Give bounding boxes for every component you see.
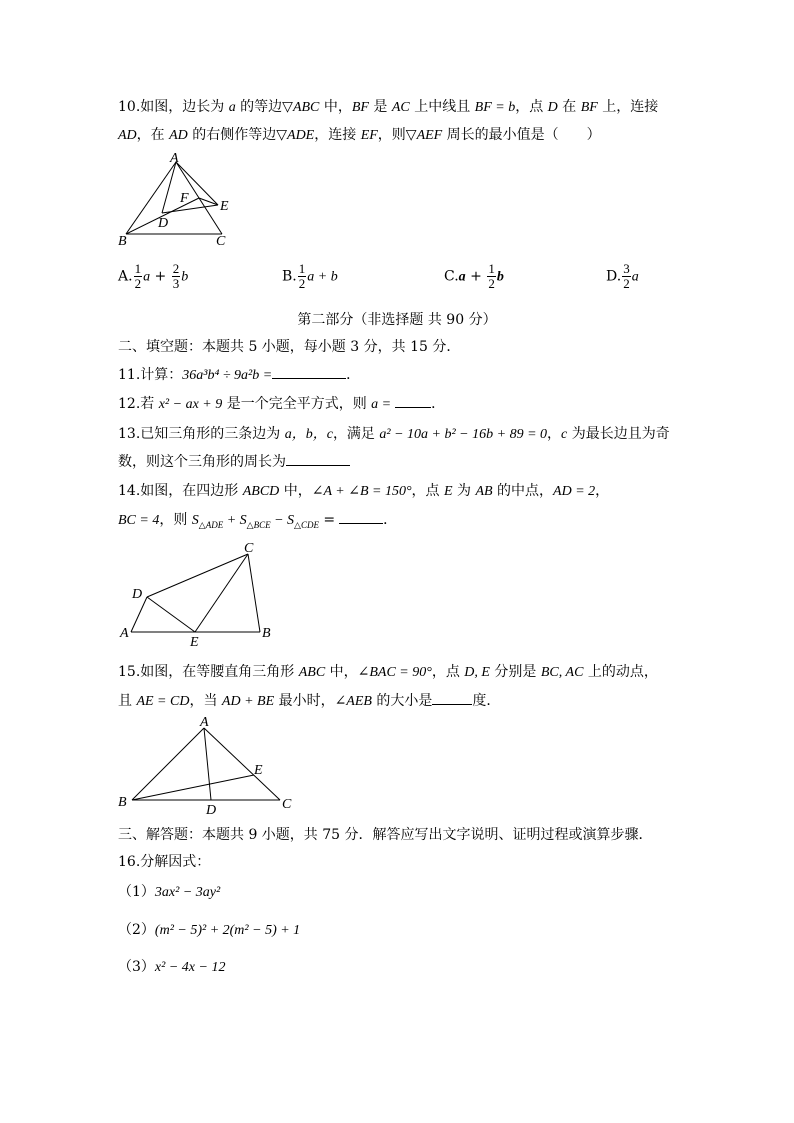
q10-text: 的右侧作等边▽	[187, 127, 288, 143]
fraction	[298, 262, 307, 291]
q15-text: 度．	[472, 693, 501, 709]
q13-answer-blank[interactable]	[286, 453, 350, 466]
q15-expr: AD + BE	[221, 694, 275, 709]
var: + b	[314, 269, 338, 285]
q10-line2	[118, 126, 601, 145]
fraction	[622, 262, 631, 291]
q10-var: AD	[118, 128, 137, 143]
q11-expr: 36a³b⁴ ÷ 9a²b =	[182, 368, 273, 383]
q15-text: 分别是	[489, 664, 541, 680]
denominator: 2	[134, 276, 142, 291]
q15-seg-ba	[132, 728, 204, 800]
q14-line2	[118, 511, 397, 534]
q15-text: 最小时，	[274, 693, 335, 709]
q10-text: 在	[557, 99, 581, 115]
q16-part2	[118, 921, 300, 940]
var: b	[181, 269, 189, 285]
q15-expr: ∠AEB	[334, 694, 372, 709]
q10-text: ，在	[136, 127, 170, 143]
q14-label-a: A	[120, 626, 129, 641]
q10-text: ，则▽	[377, 127, 417, 143]
q16-expr: 3ax² − 3ay²	[154, 885, 221, 900]
option-label: C.	[444, 268, 459, 285]
numerator: 1	[488, 261, 495, 276]
q13-line1	[118, 425, 670, 444]
q15-line2	[118, 692, 500, 711]
q10-label-d: D	[158, 216, 169, 231]
q13-expr: a² − 10a + b² − 16b + 89 = 0	[379, 427, 548, 442]
q10-option-b[interactable]	[282, 262, 338, 291]
q14-seg-cb	[248, 554, 260, 632]
denominator: 2	[298, 276, 306, 291]
q14-seg-de	[147, 597, 195, 632]
q10-seg-ab	[126, 162, 176, 234]
q14-text: ．	[383, 512, 398, 528]
op: +	[465, 268, 487, 285]
var: a	[631, 269, 639, 285]
fraction	[172, 262, 181, 291]
q15-text: ，当	[189, 693, 222, 709]
q13-text: ，满足	[332, 426, 380, 442]
q13-line2	[118, 453, 350, 471]
q14-var: ABCD	[242, 484, 280, 499]
q14-expr: BC = 4	[118, 513, 160, 528]
q15-answer-blank[interactable]	[432, 692, 472, 705]
q10-text: 的等边▽	[235, 99, 293, 115]
q15-text: 15.如图，在等腰直角三角形	[118, 664, 299, 680]
q14-s: + S	[223, 513, 247, 528]
q14-answer-blank[interactable]	[339, 511, 383, 524]
q10-var: AC	[391, 100, 410, 115]
q14-s: S	[191, 513, 199, 528]
q14-var: AB	[475, 484, 493, 499]
q10-var: BF	[351, 100, 369, 115]
q13-text: 13.已知三角形的三条边为	[118, 426, 285, 442]
q16-part-label: （2）	[118, 922, 155, 938]
q10-var: ADE	[287, 128, 315, 143]
q15-label-e: E	[254, 763, 263, 778]
q15-text: 中，	[325, 664, 358, 680]
q13-var: c	[561, 427, 568, 442]
q14-s: − S	[270, 513, 295, 528]
q14-seg-ad	[131, 597, 147, 632]
q16-part-label: （1）	[118, 884, 155, 900]
option-label: A.	[118, 268, 133, 285]
q16-part1	[118, 883, 220, 902]
q10-text: 10.如图，边长为	[118, 99, 229, 115]
q14-text: ，点	[411, 483, 444, 499]
q14-text: ，	[595, 483, 610, 499]
numerator: 3	[623, 261, 630, 276]
q10-text: 上中线且	[409, 99, 475, 115]
var: b	[496, 269, 504, 285]
q15-text: 的大小是	[371, 693, 433, 709]
option-label: D.	[606, 268, 622, 285]
q14-line1	[118, 482, 609, 501]
q14-sub: △CDE	[294, 519, 319, 530]
q14-sub: △BCE	[246, 519, 271, 530]
q14-label-c: C	[244, 541, 254, 556]
q16-part-label: （3）	[118, 959, 155, 975]
q12-var: a =	[371, 397, 392, 412]
q14-text: 为	[452, 483, 476, 499]
q14-text: 的中点，	[492, 483, 554, 499]
q11-text: ．	[346, 367, 361, 383]
q15-label-a: A	[200, 715, 209, 730]
q13-text: 为最长边且为奇	[567, 426, 670, 442]
option-label: B.	[282, 268, 297, 285]
q14-eq: =	[318, 512, 336, 528]
q10-option-d[interactable]	[606, 262, 639, 291]
var: a	[307, 269, 315, 285]
q10-var: AEF	[416, 128, 443, 143]
q10-label-e: E	[220, 199, 229, 214]
var: a	[458, 269, 466, 285]
q10-line1	[118, 98, 658, 117]
q13-text: 数，则这个三角形的周长为	[118, 454, 286, 470]
q14-expr: ∠A + ∠B = 150°	[311, 484, 412, 499]
q10-label-c: C	[216, 234, 226, 249]
q15-figure	[114, 712, 300, 814]
q11-text: 11.计算：	[118, 367, 183, 383]
q13-vars: a，b，c	[284, 427, 333, 442]
q15-label-c: C	[282, 797, 292, 812]
q11	[118, 366, 360, 385]
q14-text: ，则	[159, 512, 192, 528]
q14-expr: AD = 2	[553, 484, 596, 499]
q14-var: E	[444, 484, 453, 499]
denominator: 2	[623, 276, 630, 291]
q10-label-b: B	[118, 234, 127, 249]
q15-expr: AE = CD	[136, 694, 190, 709]
q15-line1	[118, 663, 658, 682]
op: +	[150, 268, 171, 285]
q10-var: BF	[580, 100, 598, 115]
q15-seg-be	[132, 775, 254, 800]
q15-label-b: B	[118, 795, 127, 810]
numerator: 2	[172, 261, 180, 276]
q16-part3	[118, 958, 225, 977]
q11-answer-blank[interactable]	[272, 366, 346, 379]
q10-var: D	[547, 100, 558, 115]
q15-seg-ac	[204, 728, 280, 800]
q12-answer-blank[interactable]	[395, 395, 431, 408]
q15-var: BC, AC	[540, 665, 584, 680]
q10-text: 是	[368, 99, 392, 115]
q12-text: 是一个完全平方式，则	[222, 396, 372, 412]
q10-seg-de	[162, 205, 218, 213]
fraction	[134, 262, 143, 291]
q14-label-d: D	[132, 587, 143, 602]
denominator: 2	[488, 276, 495, 291]
q12-expr: x² − ax + 9	[158, 397, 223, 412]
q10-text: ，点	[515, 99, 548, 115]
denominator: 3	[172, 276, 180, 291]
q15-text: 上的动点，	[583, 664, 658, 680]
q14-label-b: B	[262, 626, 271, 641]
q12-text: 12.若	[118, 396, 159, 412]
fraction	[487, 262, 496, 291]
q10-seg-ad	[162, 162, 176, 213]
numerator: 1	[134, 261, 142, 276]
q12-text: ．	[431, 396, 446, 412]
q12	[118, 395, 445, 414]
q13-text: ，	[547, 426, 562, 442]
q10-label-f: F	[180, 191, 189, 206]
q10-var: a	[228, 100, 236, 115]
q10-var: BF = b	[474, 100, 516, 115]
q14-label-e: E	[190, 635, 199, 646]
q15-text: 且	[118, 693, 137, 709]
q10-text: 周长的最小值是（ ）	[442, 127, 601, 143]
q14-figure	[114, 538, 284, 646]
q15-text: ，点	[431, 664, 465, 680]
q10-text: ，连接	[314, 127, 361, 143]
q16-expr: x² − 4x − 12	[154, 960, 226, 975]
q10-var: AD	[169, 128, 188, 143]
numerator: 1	[298, 261, 306, 276]
q10-var: ABC	[292, 100, 320, 115]
q14-text: 中，	[279, 483, 312, 499]
q15-seg-ad	[204, 728, 211, 800]
q10-var: EF	[360, 128, 378, 143]
q15-expr: ∠BAC = 90°	[357, 665, 432, 680]
part2-title: 第二部分（非选择题 共 90 分）	[297, 312, 497, 328]
q10-text: 中，	[319, 99, 352, 115]
q16-expr: (m² − 5)² + 2(m² − 5) + 1	[154, 923, 301, 938]
section3-heading: 三、解答题：本题共 9 小题，共 75 分．解答应写出文字说明、证明过程或演算步骤．	[118, 827, 653, 843]
q10-option-a[interactable]	[118, 262, 188, 291]
section2-heading: 二、填空题：本题共 5 小题，每小题 3 分，共 15 分．	[118, 339, 461, 355]
var: a	[143, 269, 151, 285]
q14-text: 14.如图，在四边形	[118, 483, 243, 499]
q10-label-a: A	[170, 151, 179, 166]
q10-figure	[112, 150, 242, 250]
q16-title: 16.分解因式：	[118, 854, 211, 870]
q15-var: ABC	[298, 665, 326, 680]
q10-option-c[interactable]	[444, 262, 504, 291]
q15-var: D, E	[464, 665, 490, 680]
q10-text: 上，连接	[597, 99, 659, 115]
q14-sub: △ADE	[198, 519, 224, 530]
q15-label-d: D	[206, 803, 217, 814]
